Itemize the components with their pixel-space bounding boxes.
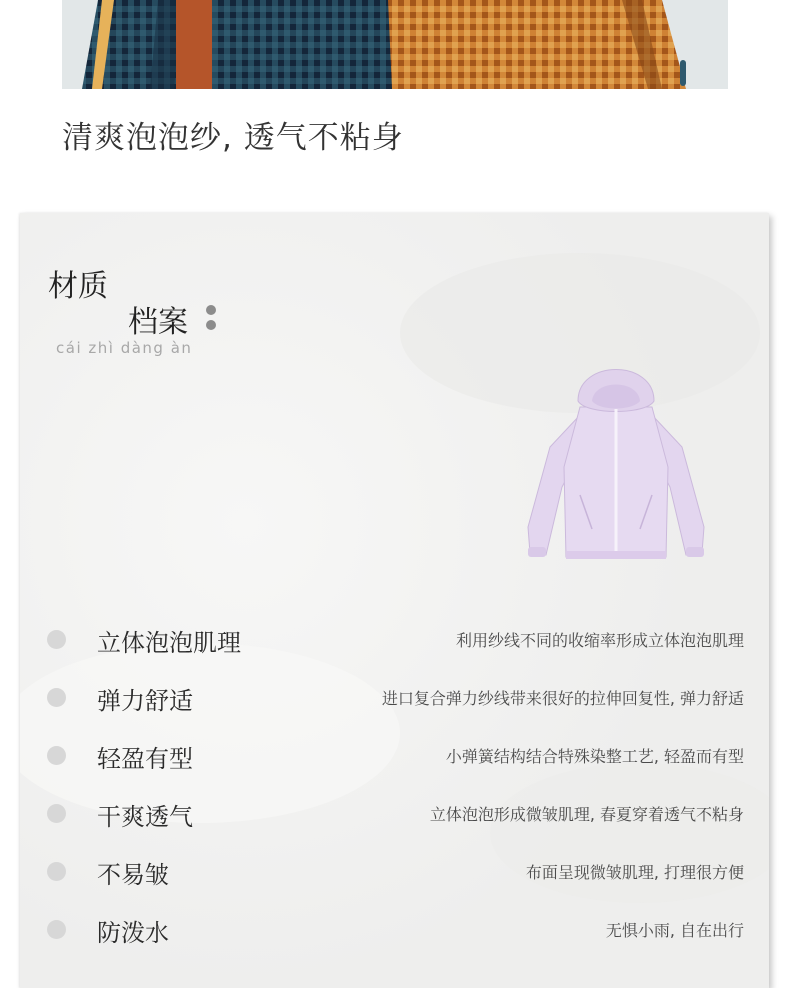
feature-name: 立体泡泡肌理 <box>97 629 241 657</box>
feature-desc: 小弹簧结构结合特殊染整工艺, 轻盈而有型 <box>445 747 744 766</box>
feature-desc: 布面呈现微皱肌理, 打理很方便 <box>525 863 744 882</box>
bullet-dot-icon <box>47 920 66 939</box>
bullet-dot-icon <box>47 746 66 765</box>
tagline: 清爽泡泡纱, 透气不粘身 <box>62 120 404 156</box>
feature-name: 干爽透气 <box>97 803 193 831</box>
hooded-jacket-icon <box>522 357 710 569</box>
bullet-dot-icon <box>47 688 66 707</box>
feature-name: 不易皱 <box>97 861 169 889</box>
feature-row <box>20 913 769 947</box>
feature-name: 轻盈有型 <box>97 745 193 773</box>
feature-desc: 进口复合弹力纱线带来很好的拉伸回复性, 弹力舒适 <box>381 689 744 708</box>
hero-photo <box>62 0 728 89</box>
feature-row <box>20 681 769 715</box>
feature-name: 防泼水 <box>97 919 169 947</box>
section-pinyin: cái zhì dàng àn <box>56 339 193 357</box>
feature-desc: 利用纱线不同的收缩率形成立体泡泡肌理 <box>455 631 744 650</box>
feature-desc: 立体泡泡形成微皱肌理, 春夏穿着透气不粘身 <box>429 805 744 824</box>
feature-row <box>20 855 769 889</box>
feature-row <box>20 797 769 831</box>
title-colon-icon <box>206 305 216 331</box>
bullet-dot-icon <box>47 804 66 823</box>
jacket-photo <box>62 0 728 89</box>
bullet-dot-icon <box>47 862 66 881</box>
section-title-line1: 材质 <box>48 269 108 304</box>
bullet-dot-icon <box>47 630 66 649</box>
feature-row <box>20 623 769 657</box>
feature-desc: 无惧小雨, 自在出行 <box>605 921 744 940</box>
material-card <box>20 213 769 988</box>
section-title-line2: 档案 <box>128 305 188 340</box>
feature-row <box>20 739 769 773</box>
feature-name: 弹力舒适 <box>97 687 193 715</box>
